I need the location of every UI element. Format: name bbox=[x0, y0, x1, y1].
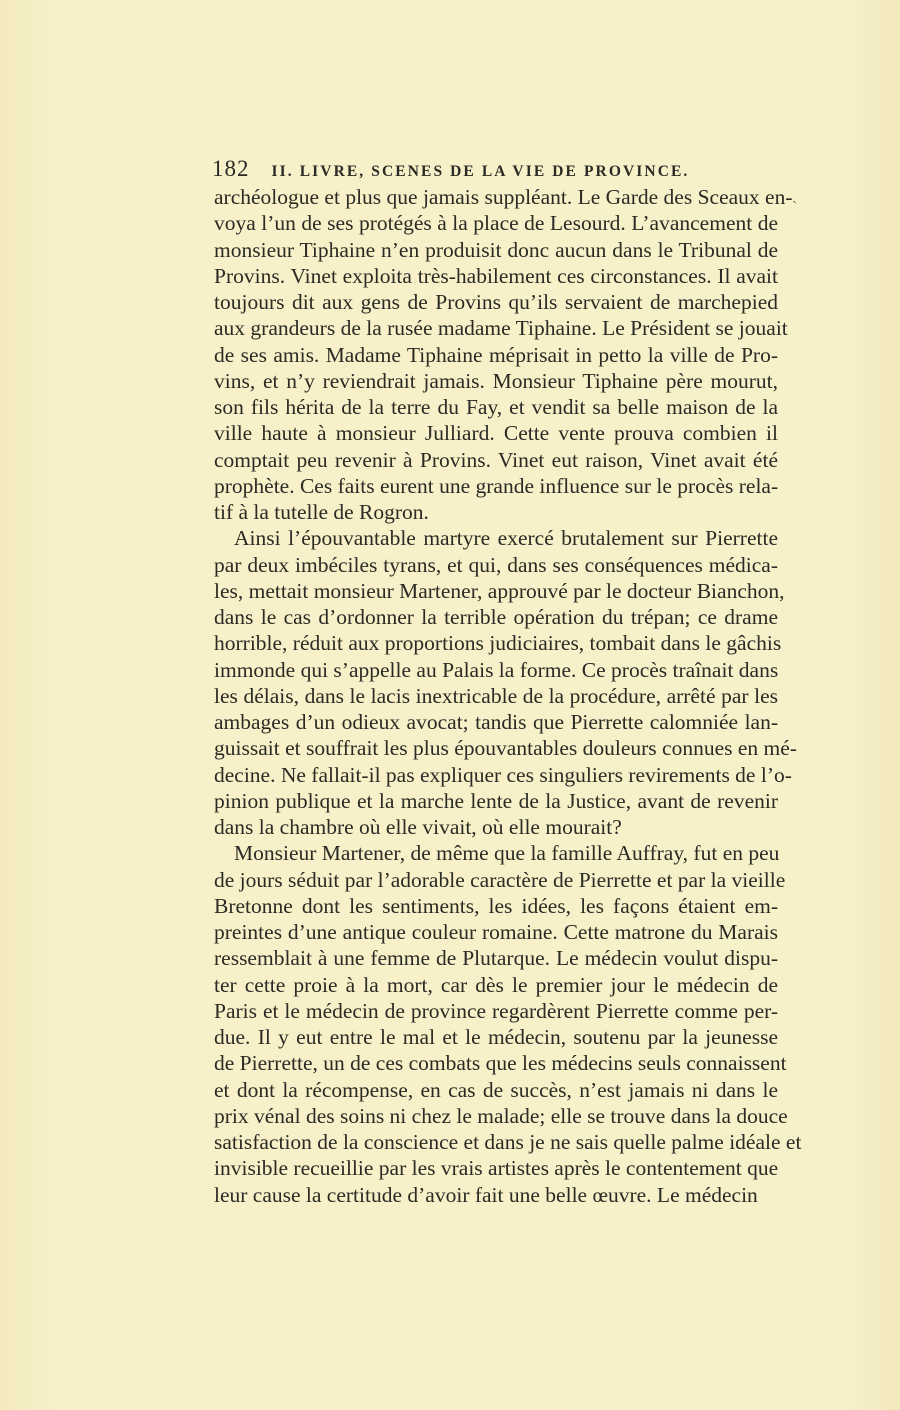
text-line: les délais, dans le lacis inextricable de la procédure, arrêté par les bbox=[214, 683, 778, 708]
text-line: toujours dit aux gens de Provins qu’ils servaient de marchepied bbox=[214, 290, 778, 314]
text-line: Paris et le médecin de province regardèrent Pierrette comme per- bbox=[214, 998, 778, 1023]
text-line: guissait et souffrait les plus épouvantables douleurs connues en mé- bbox=[214, 736, 797, 761]
text-line: preintes d’une antique couleur romaine. Cette matrone du Marais bbox=[214, 920, 778, 944]
page-header bbox=[212, 156, 772, 186]
text-line: de Pierrette, un de ces combats que les médecins seuls connaissent bbox=[214, 1051, 787, 1076]
text-line: son fils hérita de la terre du Fay, et vendit sa belle maison de la bbox=[214, 395, 778, 419]
text-line: ter cette proie à la mort, car dès le premier jour le médecin de bbox=[214, 972, 778, 997]
text-line: Provins. Vinet exploita très-habilement ces circonstances. Il avait bbox=[214, 263, 778, 288]
text-line: Bretonne dont les sentiments, les idées, les façons étaient em- bbox=[214, 893, 778, 918]
text-line: immonde qui s’appelle au Palais la forme. Ce procès traînait dans bbox=[214, 657, 779, 682]
text-line: tif à la tutelle de Rogron. bbox=[214, 500, 429, 524]
text-line: monsieur Tiphaine n’en produisit donc aucun dans le Tribunal de bbox=[214, 237, 778, 262]
margin-tick-mark: ˎ bbox=[792, 187, 798, 204]
text-line: de jours séduit par l’adorable caractère de Pierrette et par la vieille bbox=[214, 867, 786, 892]
text-line: voya l’un de ses protégés à la place de Lesourd. L’avancement de bbox=[214, 211, 778, 236]
text-line: comptait peu revenir à Provins. Vinet eut raison, Vinet avait été bbox=[214, 447, 778, 472]
text-line: pinion publique et la marche lente de la Justice, avant de revenir bbox=[214, 788, 778, 813]
text-line: decine. Ne fallait-il pas expliquer ces singuliers revirements de l’o- bbox=[214, 762, 792, 787]
text-line: satisfaction de la conscience et dans je ne sais quelle palme idéale et bbox=[214, 1130, 802, 1154]
text-line: prophète. Ces faits eurent une grande influence sur le procès rela- bbox=[214, 473, 779, 498]
text-line: ressemblait à une femme de Plutarque. Le médecin voulut dispu- bbox=[214, 946, 778, 971]
text-line: due. Il y eut entre le mal et le médecin, soutenu par la jeunesse bbox=[214, 1025, 778, 1049]
text-line: ville haute à monsieur Julliard. Cette vente prouva combien il bbox=[214, 421, 778, 446]
text-line: prix vénal des soins ni chez le malade; elle se trouve dans la douce bbox=[214, 1103, 788, 1128]
text-line: par deux imbéciles tyrans, et qui, dans ses conséquences médica- bbox=[214, 552, 778, 577]
text-line: ambages d’un odieux avocat; tandis que Pierrette calomniée lan- bbox=[214, 710, 778, 734]
text-line: aux grandeurs de la rusée madame Tiphaine. Le Président se jouait bbox=[214, 316, 788, 341]
text-line: invisible recueillie par les vrais artistes après le contentement que bbox=[214, 1156, 779, 1181]
page-number: 182 bbox=[212, 156, 250, 181]
text-line: et dont la récompense, en cas de succès, n’est jamais ni dans le bbox=[214, 1077, 778, 1102]
body-text bbox=[214, 184, 802, 1208]
text-line: Ainsi l’épouvantable martyre exercé brutalement sur Pierrette bbox=[234, 526, 778, 551]
text-line: dans la chambre où elle vivait, où elle mourait? bbox=[214, 815, 622, 839]
text-line: Monsieur Martener, de même que la famille Auffray, fut en peu bbox=[234, 841, 780, 866]
text-line: les, mettait monsieur Martener, approuvé par le docteur Bianchon, bbox=[214, 578, 785, 603]
running-head: II. LIVRE, SCENES DE LA VIE DE PROVINCE. bbox=[271, 163, 690, 180]
text-line: de ses amis. Madame Tiphaine méprisait in petto la ville de Pro- bbox=[214, 342, 778, 367]
text-line: horrible, réduit aux proportions judiciaires, tombait dans le gâchis bbox=[214, 631, 782, 656]
text-line: dans le cas d’ordonner la terrible opération du trépan; ce drame bbox=[214, 605, 778, 629]
text-line: leur cause la certitude d’avoir fait une belle œuvre. Le médecin bbox=[214, 1182, 758, 1207]
text-line: archéologue et plus que jamais suppléant. Le Garde des Sceaux en- bbox=[214, 185, 793, 209]
text-line: vins, et n’y reviendrait jamais. Monsieur Tiphaine père mourut, bbox=[214, 368, 778, 393]
